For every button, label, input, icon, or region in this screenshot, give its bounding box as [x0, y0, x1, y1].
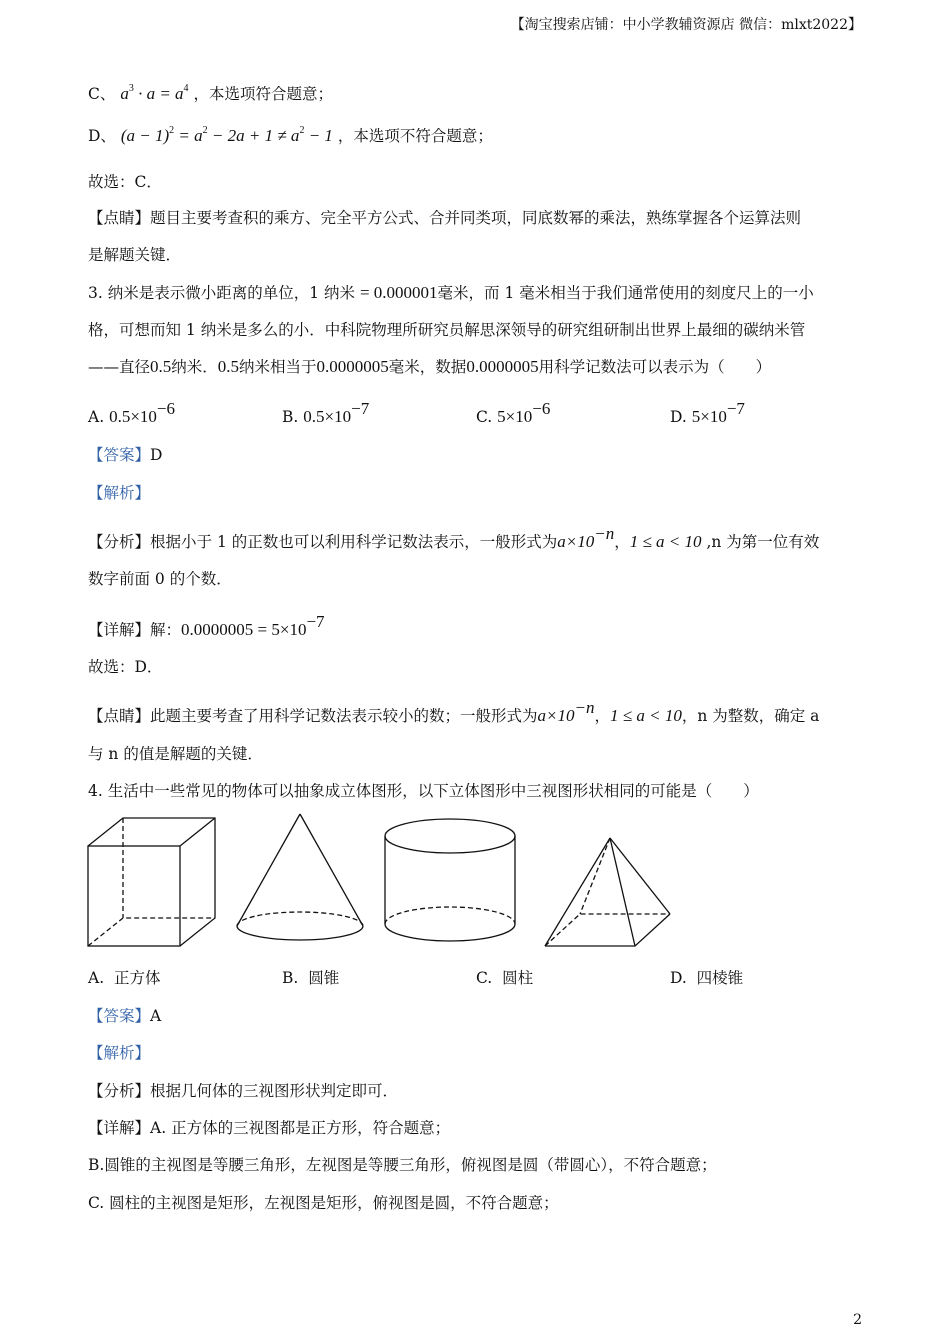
q4-xiangjie-a: 【详解】A. 正方体的三视图都是正方形，符合题意； — [88, 1119, 451, 1137]
q3-dianjing-line1: 【点睛】此题主要考查了用科学记数法表示较小的数；一般形式为$a\times 10^{-n}$，1 ≤ a < 10，n 为整数，确定 a — [88, 698, 820, 725]
q3-option-b: B. $0.5\times 10^{-7}$ — [282, 399, 370, 426]
q2-d-label: D、 — [88, 127, 116, 145]
q3-fenxi-line2: 数字前面 0 的个数． — [88, 570, 232, 588]
q2-choose: 故选：C． — [88, 173, 162, 191]
q2-d-math: $(a - 1)^2 = a^2 - 2a + 1 \ne a^2 - 1$ — [120, 125, 333, 145]
q3-option-a: A. $0.5\times 10^{-6}$ — [88, 399, 175, 426]
q3-choose: 故选：D． — [88, 658, 163, 676]
q4-answer-tag: 【答案】 — [88, 1007, 151, 1025]
q2-c-comment: ，本选项符合题意； — [193, 85, 333, 103]
q2-option-c-line — [88, 82, 333, 104]
pyramid-figure — [545, 838, 670, 946]
q4-answer: 【答案】A — [88, 1007, 162, 1025]
q3-option-c: C. $5\times 10^{-6}$ — [476, 399, 551, 426]
q2-c-math: $a^3 \cdot a = a^4$ — [120, 83, 189, 103]
q3-answer-tag: 【答案】 — [88, 446, 151, 464]
q3-xiangjie: 【详解】解：$0.0000005 = 5\times 10^{-7}$ — [88, 612, 325, 639]
q3-answer: 【答案】D — [88, 446, 163, 464]
q4-option-a: A. 正方体 — [88, 969, 161, 987]
q3-stem-line1: 3. 纳米是表示微小距离的单位，1 纳米 = 0.000001毫米，而 1 毫米相当于我们通常使用的刻度尺上的一小 — [88, 283, 814, 302]
q2-dianjing-tag: 【点睛】 — [88, 209, 151, 227]
q3-stem-line2: 格，可想而知 1 纳米是多么的小．中科院物理所研究员解思深领导的研究组研制出世界上最细的碳纳米管 — [88, 321, 806, 339]
q3-option-d: D. $5\times 10^{-7}$ — [670, 399, 745, 426]
q2-dianjing-line2: 是解题关键． — [88, 246, 182, 264]
q2-dianjing-line1: 【点睛】题目主要考查积的乘方、完全平方公式、合并同类项，同底数幂的乘法，熟练掌握各个运算法则 — [88, 209, 802, 227]
q2-option-d-line — [88, 124, 493, 146]
page-header: 【淘宝搜索店铺：中小学教辅资源店 微信：mlxt2022】 — [510, 17, 862, 33]
q4-xiangjie-c: C. 圆柱的主视图是矩形，左视图是矩形，俯视图是圆，不符合题意； — [88, 1194, 559, 1212]
q4-xiangjie-b: B.圆锥的主视图是等腰三角形，左视图是等腰三角形，俯视图是圆（带圆心），不符合题意； — [88, 1156, 717, 1174]
page-number: 2 — [853, 1312, 862, 1328]
q2-d-comment: ，本选项不符合题意； — [337, 127, 493, 145]
q4-option-d: D. 四棱锥 — [670, 969, 744, 987]
q4-fenxi: 【分析】根据几何体的三视图形状判定即可． — [88, 1082, 399, 1100]
q4-option-b: B. 圆锥 — [282, 969, 340, 987]
q4-solid-figures — [80, 808, 780, 958]
cube-figure — [88, 818, 215, 946]
q2-c-label: C、 — [88, 85, 116, 103]
cone-figure — [237, 814, 363, 940]
q3-dianjing-line2: 与 n 的值是解题的关键． — [88, 745, 263, 763]
q3-stem-line3: ——直径0.5纳米．0.5纳米相当于0.0000005毫米，数据0.0000005用科学记数法可以表示为（ ） — [88, 357, 772, 376]
q3-jiexi-tag: 【解析】 — [88, 484, 151, 502]
cylinder-figure — [385, 819, 515, 941]
q3-fenxi-line1: 【分析】根据小于 1 的正数也可以利用科学记数法表示，一般形式为$a\times 10^{-n}$，1 ≤ a < 10 ,n 为第一位有效 — [88, 524, 820, 551]
q4-jiexi-tag: 【解析】 — [88, 1044, 151, 1062]
q4-stem: 4. 生活中一些常见的物体可以抽象成立体图形，以下立体图形中三视图形状相同的可能是（ ） — [88, 782, 759, 800]
q4-option-c: C. 圆柱 — [476, 969, 534, 987]
